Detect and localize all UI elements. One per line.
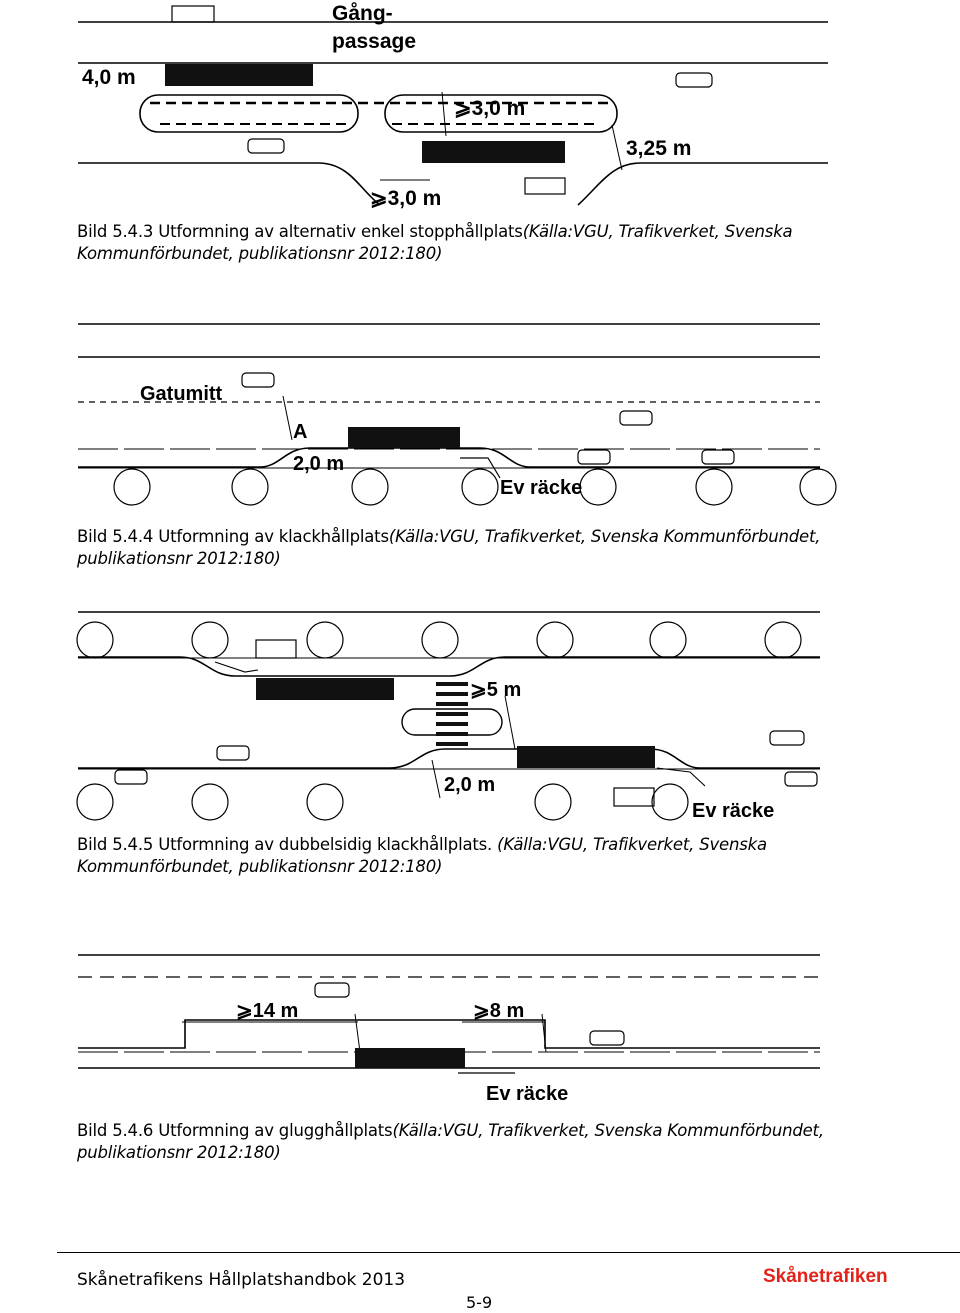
- footer-divider: [57, 1252, 960, 1253]
- bus-stop-platform: [348, 427, 460, 448]
- min-distance-label: ⩾8 m: [473, 1000, 525, 1022]
- railing-label: Ev räcke: [486, 1083, 569, 1105]
- figure-5-4-5-diagram: [0, 600, 960, 825]
- width-label: 3,25 m: [626, 137, 692, 160]
- railing-label: Ev räcke: [500, 477, 583, 499]
- street-center-label: Gatumitt: [140, 383, 223, 405]
- caption-5-4-6: Bild 5.4.6 Utformning av glugghållplats(Källa:VGU, Trafikverket, Svenska Kommunförbundet, publikationsnr 2012:180): [77, 1121, 824, 1162]
- bus-stop-platform: [355, 1048, 465, 1068]
- figure-5-4-3-diagram: [0, 0, 960, 215]
- brand-logo: Skånetrafiken: [763, 1266, 888, 1287]
- railing-label: Ev räcke: [692, 800, 775, 822]
- figure-5-4-4-diagram: [0, 310, 960, 520]
- width-label: 4,0 m: [82, 66, 136, 89]
- min-distance-label: ⩾14 m: [236, 1000, 299, 1022]
- bus-stop-platform: [422, 141, 565, 163]
- crossing-label-1: Gång-: [332, 2, 393, 25]
- crossing-label-2: passage: [332, 30, 417, 53]
- caption-5-4-3: Bild 5.4.3 Utformning av alternativ enkel stopphållplats(Källa:VGU, Trafikverket, Svenska Kommunförbundet, publikationsnr 2012:180): [77, 222, 793, 263]
- width-label: 2,0 m: [293, 453, 345, 475]
- caption-5-4-5: Bild 5.4.5 Utformning av dubbelsidig klackhållplats. (Källa:VGU, Trafikverket, Svenska Kommunförbundet, publikationsnr 2012:180): [77, 835, 767, 876]
- dimension-label: A: [293, 421, 308, 443]
- figure-5-4-6-diagram: [0, 940, 960, 1110]
- min-distance-label: ⩾3,0 m: [370, 187, 442, 210]
- bus-stop-platform: [165, 64, 313, 86]
- min-distance-label: ⩾5 m: [470, 679, 522, 701]
- bus-stop-platform: [256, 678, 394, 700]
- page-number: 5-9: [466, 1293, 493, 1312]
- min-distance-label: ⩾3,0 m: [454, 97, 526, 120]
- caption-5-4-4: Bild 5.4.4 Utformning av klackhållplats(Källa:VGU, Trafikverket, Svenska Kommunförbundet, publikationsnr 2012:180): [77, 527, 821, 568]
- footer-title: Skånetrafikens Hållplatshandbok 2013: [77, 1270, 406, 1290]
- bus-stop-platform: [517, 746, 655, 768]
- width-label: 2,0 m: [444, 774, 496, 796]
